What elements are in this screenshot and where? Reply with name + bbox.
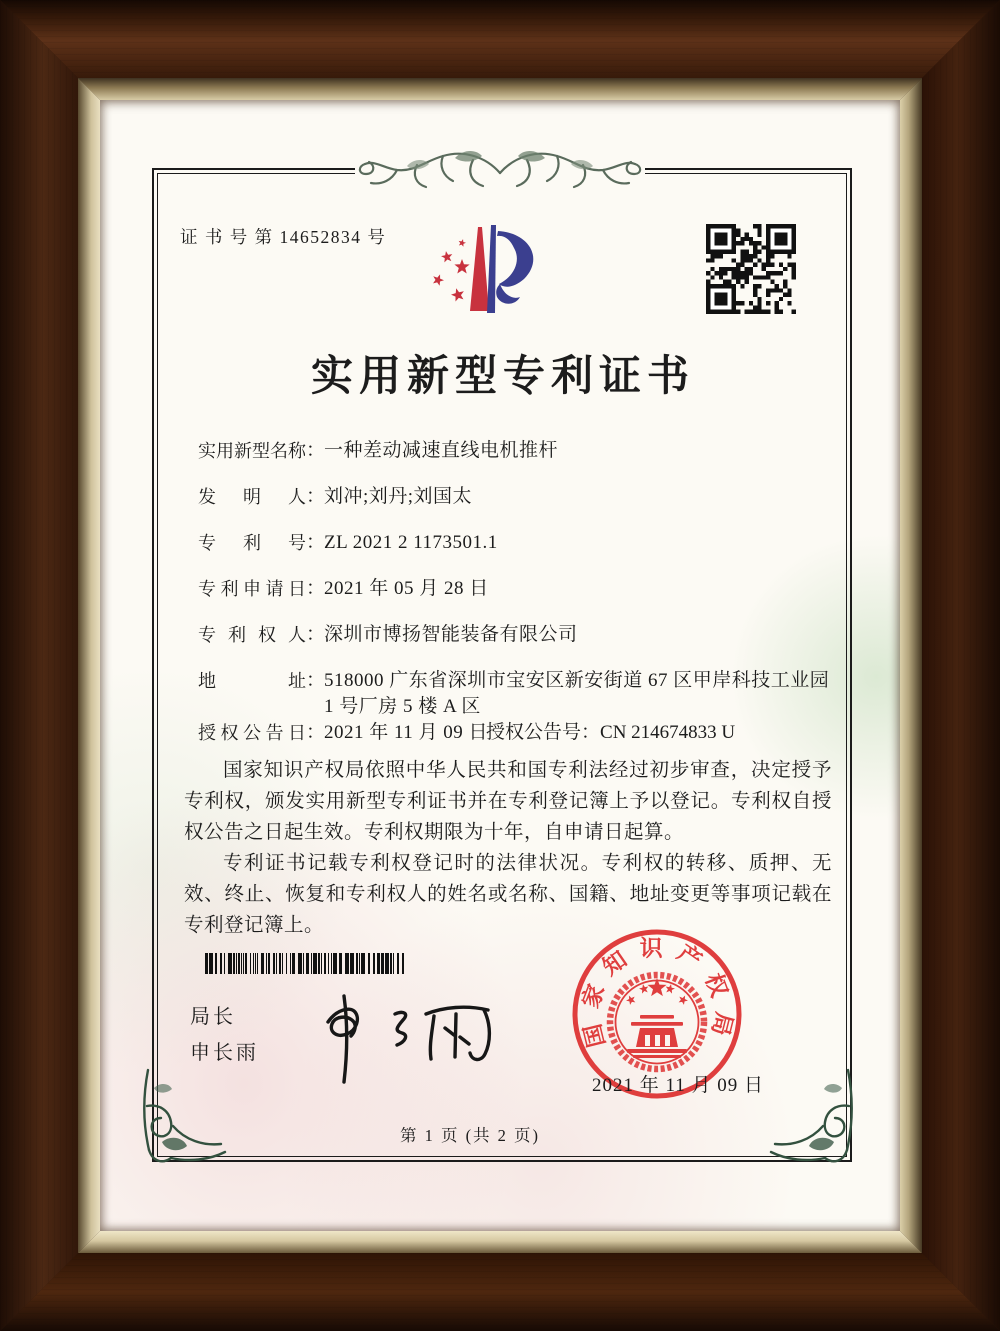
field-colon: ： xyxy=(306,624,326,645)
field-list xyxy=(198,438,834,766)
grant-number-group xyxy=(486,720,735,746)
field-row-patent-no xyxy=(198,530,834,556)
legal-paragraph-1: 国家知识产权局依照中华人民共和国专利法经过初步审查，决定授予专利权，颁发实用新型专利证书并在专利登记簿上予以登记。专利权自授权公告之日起生效。专利权期限为十年，自申请日起算。 xyxy=(184,760,832,843)
field-row-filing-date xyxy=(198,576,834,602)
field-row-name xyxy=(198,438,834,464)
field-row-inventors xyxy=(198,484,834,510)
cnipa-logo-icon xyxy=(420,223,548,327)
field-value: 2021 年 05 月 28 日 xyxy=(324,578,489,599)
frame-lip-top xyxy=(78,78,922,100)
field-label: 专利申请日 xyxy=(198,579,306,599)
field-label: 实用新型名称 xyxy=(198,441,306,461)
frame-lip-right xyxy=(900,78,922,1253)
field-row-patentee xyxy=(198,622,834,648)
director-name: 申长雨 xyxy=(190,1042,259,1064)
seal-ring-text: 国家知识产权局 xyxy=(577,935,737,1050)
field-colon: ： xyxy=(306,486,326,507)
legal-paragraph-2: 专利证书记载专利权登记时的法律状况。专利权的转移、质押、无效、终止、恢复和专利权人的姓名或名称、国籍、地址变更等事项记载在专利登记簿上。 xyxy=(184,853,832,936)
field-colon: ： xyxy=(306,722,326,743)
field-colon: ： xyxy=(306,440,326,461)
field-label: 专利号 xyxy=(198,533,306,553)
certificate-number: 证 书 号 第 14652834 号 xyxy=(180,227,387,247)
field-colon: ： xyxy=(306,532,326,553)
director-title: 局长 xyxy=(190,1006,236,1028)
frame-wood-left xyxy=(0,0,78,1331)
certificate-title: 实用新型专利证书 xyxy=(310,354,695,400)
barcode-icon xyxy=(205,953,405,974)
grant-number-value: CN 214674833 U xyxy=(600,722,736,743)
field-value: 2021 年 11 月 09 日 xyxy=(324,722,489,743)
field-colon: ： xyxy=(581,722,601,743)
qr-code-icon xyxy=(706,224,796,314)
field-value: 刘冲;刘丹;刘国太 xyxy=(324,486,473,507)
frame-wood-right xyxy=(922,0,1000,1331)
field-colon: ： xyxy=(306,670,326,691)
frame-lip-bottom xyxy=(78,1231,922,1253)
page-number: 第 1 页 (共 2 页) xyxy=(399,1126,541,1145)
field-value: 518000 广东省深圳市宝安区新安街道 67 区甲岸科技工业园 1 号厂房 5 楼 A 区 xyxy=(324,670,830,717)
field-row-grant-date xyxy=(198,720,834,746)
flourish-ornament-icon xyxy=(355,142,645,194)
field-label: 授权公告日 xyxy=(198,723,306,743)
field-row-address xyxy=(198,668,834,720)
director-signature xyxy=(298,984,510,1086)
field-value: 深圳市博扬智能装备有限公司 xyxy=(324,624,578,645)
field-colon: ： xyxy=(306,578,326,599)
frame-lip-left xyxy=(78,78,100,1253)
field-label: 专利权人 xyxy=(198,625,306,645)
frame-wood-bottom xyxy=(0,1253,1000,1331)
flourish-corner-ornament-icon xyxy=(764,1066,864,1166)
certificate-paper xyxy=(100,100,900,1231)
flourish-corner-ornament-icon xyxy=(132,1066,232,1166)
legal-text xyxy=(184,755,832,941)
field-value: ZL 2021 2 1173501.1 xyxy=(324,532,498,553)
frame-wood-top xyxy=(0,0,1000,78)
grant-number-label: 授权公告号 xyxy=(486,722,582,743)
seal-date: 2021 年 11 月 09 日 xyxy=(592,1075,765,1096)
field-label: 地址 xyxy=(198,671,306,691)
field-value: 一种差动减速直线电机推杆 xyxy=(324,440,559,461)
field-label: 发明人 xyxy=(198,487,306,507)
